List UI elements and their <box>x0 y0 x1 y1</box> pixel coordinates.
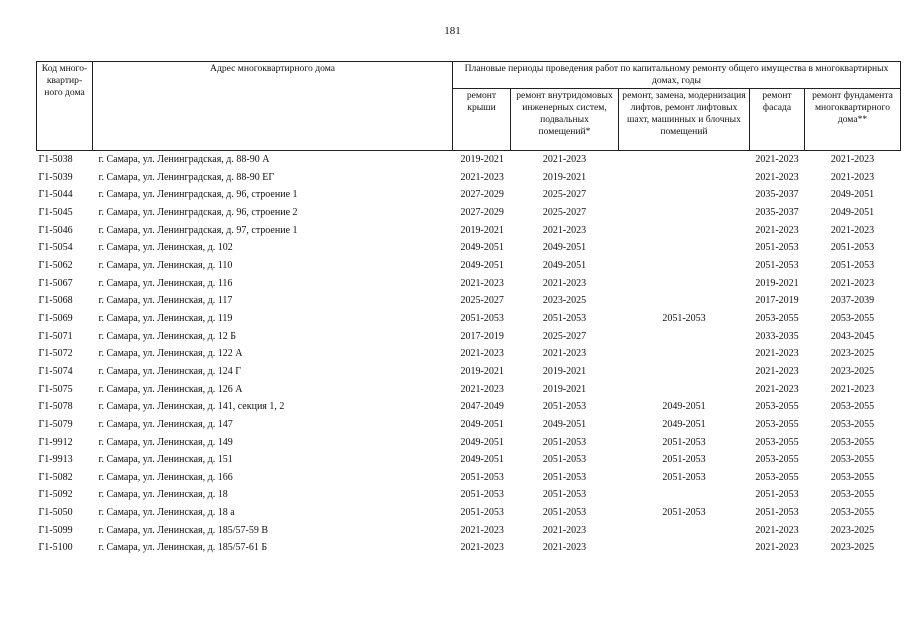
table-row <box>37 169 901 187</box>
row-lifts: 2051-2053 <box>662 436 706 448</box>
row-address: г. Самара, ул. Ленинская, д. 117 <box>98 295 233 307</box>
row-address: г. Самара, ул. Ленинская, д. 185/57-61 Б <box>98 542 268 554</box>
row-facade: 2053-2055 <box>755 454 799 466</box>
row-roof: 2021-2023 <box>460 277 504 289</box>
row-foundation: 2049-2051 <box>830 189 875 201</box>
header-internal-systems: ремонт внутридомовых инженерных систем, подвальных помещений* <box>511 89 619 151</box>
row-foundation: 2049-2051 <box>830 206 875 218</box>
row-code: Г1-5099 <box>38 524 73 536</box>
row-roof: 2025-2027 <box>460 295 504 307</box>
row-internal-systems: 2049-2051 <box>542 259 587 271</box>
row-roof: 2049-2051 <box>460 454 504 466</box>
row-roof: 2049-2051 <box>460 242 504 254</box>
row-facade: 2051-2053 <box>755 242 799 254</box>
row-code: Г1-5071 <box>38 330 73 342</box>
row-facade: 2035-2037 <box>755 206 799 218</box>
row-foundation: 2021-2023 <box>830 171 875 183</box>
row-roof: 2047-2049 <box>460 401 504 413</box>
row-roof: 2051-2053 <box>460 489 504 501</box>
header-lifts: ремонт, замена, модернизация лифтов, ремонт лифтовых шахт, машинных и блочных помещений <box>619 89 750 151</box>
table-row <box>37 204 901 222</box>
table-row <box>37 381 901 399</box>
row-facade: 2053-2055 <box>755 401 799 413</box>
row-code: Г1-5079 <box>38 418 73 430</box>
row-lifts <box>619 486 750 504</box>
row-address: г. Самара, ул. Ленинская, д. 116 <box>98 277 233 289</box>
table-row <box>37 416 901 434</box>
row-internal-systems: 2021-2023 <box>542 224 587 236</box>
row-roof: 2049-2051 <box>460 436 504 448</box>
header-foundation: ремонт фундамента многоквартирного дома** <box>805 89 901 151</box>
row-lifts <box>619 539 750 557</box>
row-facade: 2021-2023 <box>755 171 799 183</box>
row-foundation: 2053-2055 <box>830 471 875 483</box>
row-internal-systems: 2051-2053 <box>542 436 587 448</box>
row-roof: 2019-2021 <box>460 224 504 236</box>
row-lifts <box>619 522 750 540</box>
row-facade: 2035-2037 <box>755 189 799 201</box>
row-facade: 2021-2023 <box>755 542 799 554</box>
row-foundation: 2023-2025 <box>830 348 875 360</box>
row-code: Г1-5050 <box>38 507 73 519</box>
row-code: Г1-5069 <box>38 312 73 324</box>
row-code: Г1-5062 <box>38 259 73 271</box>
row-lifts <box>619 222 750 240</box>
row-facade: 2053-2055 <box>755 418 799 430</box>
row-lifts <box>619 151 750 169</box>
row-internal-systems: 2051-2053 <box>542 401 587 413</box>
row-code: Г1-5068 <box>38 295 73 307</box>
row-facade: 2021-2023 <box>755 383 799 395</box>
row-internal-systems: 2021-2023 <box>542 348 587 360</box>
row-roof: 2051-2053 <box>460 471 504 483</box>
row-internal-systems: 2051-2053 <box>542 507 587 519</box>
table-row <box>37 451 901 469</box>
row-roof: 2051-2053 <box>460 507 504 519</box>
row-address: г. Самара, ул. Ленинская, д. 18 а <box>98 507 235 519</box>
row-roof: 2021-2023 <box>460 524 504 536</box>
row-foundation: 2021-2023 <box>830 154 875 165</box>
row-address: г. Самара, ул. Ленинская, д. 151 <box>98 454 233 466</box>
row-lifts: 2051-2053 <box>662 312 706 324</box>
row-roof: 2027-2029 <box>460 206 504 218</box>
row-internal-systems: 2023-2025 <box>542 295 587 307</box>
row-address: г. Самара, ул. Ленинградская, д. 88-90 ЕГ <box>98 171 275 183</box>
row-internal-systems: 2025-2027 <box>542 206 587 218</box>
row-address: г. Самара, ул. Ленинградская, д. 96, строение 2 <box>98 206 298 218</box>
table-row <box>37 469 901 487</box>
row-internal-systems: 2021-2023 <box>542 524 587 536</box>
table-body <box>37 151 901 558</box>
row-lifts <box>619 345 750 363</box>
row-facade: 2021-2023 <box>755 365 799 377</box>
row-code: Г1-5075 <box>38 383 73 395</box>
row-internal-systems: 2019-2021 <box>542 365 587 377</box>
row-foundation: 2053-2055 <box>830 418 875 430</box>
row-facade: 2053-2055 <box>755 312 799 324</box>
row-address: г. Самара, ул. Ленинская, д. 147 <box>98 418 233 430</box>
row-code: Г1-5038 <box>38 154 73 165</box>
row-foundation: 2053-2055 <box>830 436 875 448</box>
row-roof: 2017-2019 <box>460 330 504 342</box>
row-internal-systems: 2051-2053 <box>542 471 587 483</box>
table-row <box>37 186 901 204</box>
row-code: Г1-5067 <box>38 277 73 289</box>
row-address: г. Самара, ул. Ленинская, д. 18 <box>98 489 228 501</box>
row-address: г. Самара, ул. Ленинградская, д. 97, строение 1 <box>98 224 298 236</box>
row-lifts <box>619 363 750 381</box>
table-row <box>37 486 901 504</box>
row-foundation: 2037-2039 <box>830 295 875 307</box>
row-facade: 2021-2023 <box>755 154 799 165</box>
repair-schedule-table <box>36 61 901 557</box>
row-lifts <box>619 204 750 222</box>
row-code: Г1-5072 <box>38 348 73 360</box>
row-roof: 2049-2051 <box>460 418 504 430</box>
row-address: г. Самара, ул. Ленинская, д. 12 Б <box>98 330 236 342</box>
row-foundation: 2053-2055 <box>830 312 875 324</box>
row-foundation: 2021-2023 <box>830 277 875 289</box>
header-roof: ремонт крыши <box>453 89 511 151</box>
row-roof: 2021-2023 <box>460 383 504 395</box>
row-address: г. Самара, ул. Ленинская, д. 124 Г <box>98 365 242 377</box>
row-foundation: 2021-2023 <box>830 224 875 236</box>
table-row <box>37 345 901 363</box>
row-code: Г1-5078 <box>38 401 73 413</box>
row-address: г. Самара, ул. Ленинградская, д. 88-90 А <box>98 154 270 165</box>
row-address: г. Самара, ул. Ленинская, д. 149 <box>98 436 233 448</box>
row-internal-systems: 2025-2027 <box>542 189 587 201</box>
table-row <box>37 398 901 416</box>
row-roof: 2049-2051 <box>460 259 504 271</box>
row-code: Г1-5046 <box>38 224 73 236</box>
row-foundation: 2053-2055 <box>830 401 875 413</box>
row-internal-systems: 2049-2051 <box>542 242 587 254</box>
table-row <box>37 310 901 328</box>
row-roof: 2027-2029 <box>460 189 504 201</box>
row-address: г. Самара, ул. Ленинская, д. 119 <box>98 312 233 324</box>
row-foundation: 2053-2055 <box>830 454 875 466</box>
table-row <box>37 539 901 557</box>
row-facade: 2053-2055 <box>755 471 799 483</box>
table-row <box>37 363 901 381</box>
row-code: Г1-5074 <box>38 365 73 377</box>
row-roof: 2021-2023 <box>460 171 504 183</box>
row-lifts <box>619 328 750 346</box>
row-code: Г1-5082 <box>38 471 73 483</box>
row-foundation: 2023-2025 <box>830 524 875 536</box>
row-facade: 2053-2055 <box>755 436 799 448</box>
row-code: Г1-5092 <box>38 489 73 501</box>
row-foundation: 2043-2045 <box>830 330 875 342</box>
table-row <box>37 434 901 452</box>
row-facade: 2017-2019 <box>755 295 799 307</box>
row-facade: 2021-2023 <box>755 524 799 536</box>
page-number: 181 <box>444 25 461 37</box>
row-foundation: 2023-2025 <box>830 365 875 377</box>
row-facade: 2051-2053 <box>755 507 799 519</box>
row-foundation: 2051-2053 <box>830 242 875 254</box>
row-address: г. Самара, ул. Ленинградская, д. 96, строение 1 <box>98 189 298 201</box>
row-roof: 2021-2023 <box>460 348 504 360</box>
table-row <box>37 239 901 257</box>
table-row <box>37 292 901 310</box>
row-internal-systems: 2051-2053 <box>542 489 587 501</box>
row-internal-systems: 2025-2027 <box>542 330 587 342</box>
row-code: Г1-5039 <box>38 171 73 183</box>
row-roof: 2019-2021 <box>460 365 504 377</box>
row-address: г. Самара, ул. Ленинская, д. 126 А <box>98 383 243 395</box>
row-code: Г1-9912 <box>38 436 73 448</box>
row-lifts: 2049-2051 <box>662 418 706 430</box>
row-foundation: 2053-2055 <box>830 489 875 501</box>
row-lifts: 2051-2053 <box>662 471 706 483</box>
row-lifts: 2049-2051 <box>662 401 706 413</box>
table-row <box>37 275 901 293</box>
row-foundation: 2051-2053 <box>830 259 875 271</box>
row-facade: 2033-2035 <box>755 330 799 342</box>
table-row <box>37 151 901 169</box>
row-internal-systems: 2049-2051 <box>542 418 587 430</box>
row-address: г. Самара, ул. Ленинская, д. 141, секция 1, 2 <box>98 401 285 413</box>
row-foundation: 2053-2055 <box>830 507 875 519</box>
row-facade: 2019-2021 <box>755 277 799 289</box>
row-code: Г1-5100 <box>38 542 73 554</box>
row-lifts: 2051-2053 <box>662 507 706 519</box>
row-lifts <box>619 275 750 293</box>
table-row <box>37 504 901 522</box>
row-internal-systems: 2019-2021 <box>542 171 587 183</box>
row-lifts <box>619 292 750 310</box>
row-internal-systems: 2051-2053 <box>542 454 587 466</box>
row-lifts: 2051-2053 <box>662 454 706 466</box>
row-roof: 2051-2053 <box>460 312 504 324</box>
table-row <box>37 328 901 346</box>
header-facade: ремонт фасада <box>750 89 805 151</box>
row-lifts <box>619 239 750 257</box>
row-internal-systems: 2021-2023 <box>542 154 587 165</box>
row-facade: 2021-2023 <box>755 224 799 236</box>
row-foundation: 2023-2025 <box>830 542 875 554</box>
row-code: Г1-5044 <box>38 189 73 201</box>
header-address: Адрес многоквартирного дома <box>93 62 453 151</box>
row-lifts <box>619 381 750 399</box>
row-lifts <box>619 169 750 187</box>
table-row <box>37 257 901 275</box>
row-foundation: 2021-2023 <box>830 383 875 395</box>
row-lifts <box>619 257 750 275</box>
row-code: Г1-9913 <box>38 454 73 466</box>
table-row <box>37 522 901 540</box>
row-lifts <box>619 186 750 204</box>
row-roof: 2019-2021 <box>460 154 504 165</box>
row-facade: 2051-2053 <box>755 259 799 271</box>
row-internal-systems: 2019-2021 <box>542 383 587 395</box>
row-facade: 2021-2023 <box>755 348 799 360</box>
row-facade: 2051-2053 <box>755 489 799 501</box>
row-internal-systems: 2021-2023 <box>542 542 587 554</box>
row-address: г. Самара, ул. Ленинская, д. 102 <box>98 242 233 254</box>
row-code: Г1-5045 <box>38 206 73 218</box>
row-internal-systems: 2021-2023 <box>542 277 587 289</box>
row-address: г. Самара, ул. Ленинская, д. 185/57-59 В <box>98 524 269 536</box>
row-address: г. Самара, ул. Ленинская, д. 122 А <box>98 348 243 360</box>
table-row <box>37 222 901 240</box>
row-code: Г1-5054 <box>38 242 73 254</box>
header-code: Код много-квартир-ного дома <box>37 62 93 151</box>
row-address: г. Самара, ул. Ленинская, д. 110 <box>98 259 233 271</box>
row-roof: 2021-2023 <box>460 542 504 554</box>
row-address: г. Самара, ул. Ленинская, д. 166 <box>98 471 233 483</box>
row-internal-systems: 2051-2053 <box>542 312 587 324</box>
header-periods-group: Плановые периоды проведения работ по капитальному ремонту общего имущества в многоквартирных домах, годы <box>453 62 901 89</box>
